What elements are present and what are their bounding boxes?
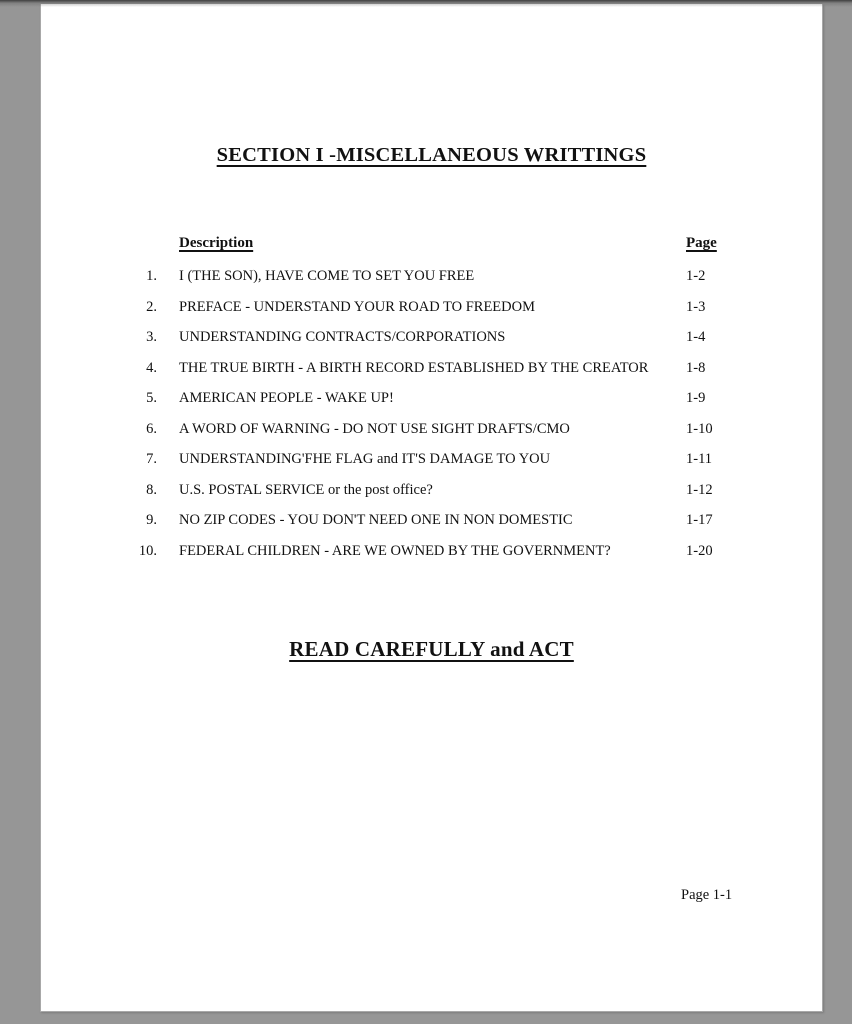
toc-item-page: 1-17 bbox=[686, 512, 713, 528]
toc-item-number: 2. bbox=[146, 298, 157, 315]
toc-item-number: 3. bbox=[146, 329, 157, 345]
toc-item-description: UNDERSTANDING'FHE FLAG and IT'S DAMAGE TO YOU bbox=[179, 451, 551, 467]
toc-item-description: A WORD OF WARNING - DO NOT USE SIGHT DRAFTS/CMO bbox=[179, 420, 570, 437]
toc-item-number: 7. bbox=[146, 451, 157, 467]
table-of-contents bbox=[41, 235, 822, 573]
closing-heading: READ CAREFULLY and ACT bbox=[289, 637, 574, 661]
toc-item-page: 1-20 bbox=[686, 542, 713, 559]
toc-item-page: 1-2 bbox=[686, 268, 706, 284]
toc-row bbox=[41, 360, 822, 391]
toc-item-number: 6. bbox=[146, 420, 157, 437]
toc-header-description: Description bbox=[179, 235, 254, 251]
toc-item-number: 4. bbox=[146, 359, 157, 376]
toc-item-description: AMERICAN PEOPLE - WAKE UP! bbox=[179, 390, 394, 406]
toc-row bbox=[41, 482, 822, 513]
toc-row bbox=[41, 268, 822, 299]
toc-item-description: I (THE SON), HAVE COME TO SET YOU FREE bbox=[179, 268, 475, 284]
toc-item-page: 1-10 bbox=[686, 420, 713, 437]
toc-row bbox=[41, 390, 822, 421]
page-number-footer: Page 1-1 bbox=[681, 887, 733, 903]
toc-item-description: FEDERAL CHILDREN - ARE WE OWNED BY THE GOVERNMENT? bbox=[179, 542, 611, 559]
toc-item-description: UNDERSTANDING CONTRACTS/CORPORATIONS bbox=[179, 329, 506, 345]
section-title: SECTION I -MISCELLANEOUS WRITTINGS bbox=[216, 144, 647, 166]
toc-item-number: 5. bbox=[146, 390, 157, 406]
toc-item-page: 1-12 bbox=[686, 481, 713, 498]
toc-row bbox=[41, 512, 822, 543]
toc-item-page: 1-4 bbox=[686, 329, 706, 345]
toc-row bbox=[41, 299, 822, 330]
toc-item-page: 1-11 bbox=[686, 451, 713, 467]
toc-item-page: 1-3 bbox=[686, 298, 706, 315]
toc-row bbox=[41, 329, 822, 360]
toc-item-description: U.S. POSTAL SERVICE or the post office? bbox=[179, 481, 433, 498]
toc-item-number: 1. bbox=[146, 268, 157, 284]
toc-item-description: NO ZIP CODES - YOU DON'T NEED ONE IN NON DOMESTIC bbox=[179, 512, 573, 528]
toc-item-page: 1-9 bbox=[686, 390, 706, 406]
toc-item-description: PREFACE - UNDERSTAND YOUR ROAD TO FREEDOM bbox=[179, 298, 536, 315]
toc-item-page: 1-8 bbox=[686, 359, 706, 376]
toc-header-row bbox=[41, 235, 822, 268]
toc-row bbox=[41, 451, 822, 482]
toc-item-description: THE TRUE BIRTH - A BIRTH RECORD ESTABLISHED BY THE CREATOR bbox=[179, 359, 649, 376]
toc-header-page: Page bbox=[686, 235, 717, 251]
toc-row bbox=[41, 543, 822, 574]
toc-item-number: 9. bbox=[146, 512, 157, 528]
toc-row bbox=[41, 421, 822, 452]
document-page bbox=[40, 4, 823, 1012]
toc-item-number: 10. bbox=[138, 542, 157, 559]
toc-item-number: 8. bbox=[146, 481, 157, 498]
